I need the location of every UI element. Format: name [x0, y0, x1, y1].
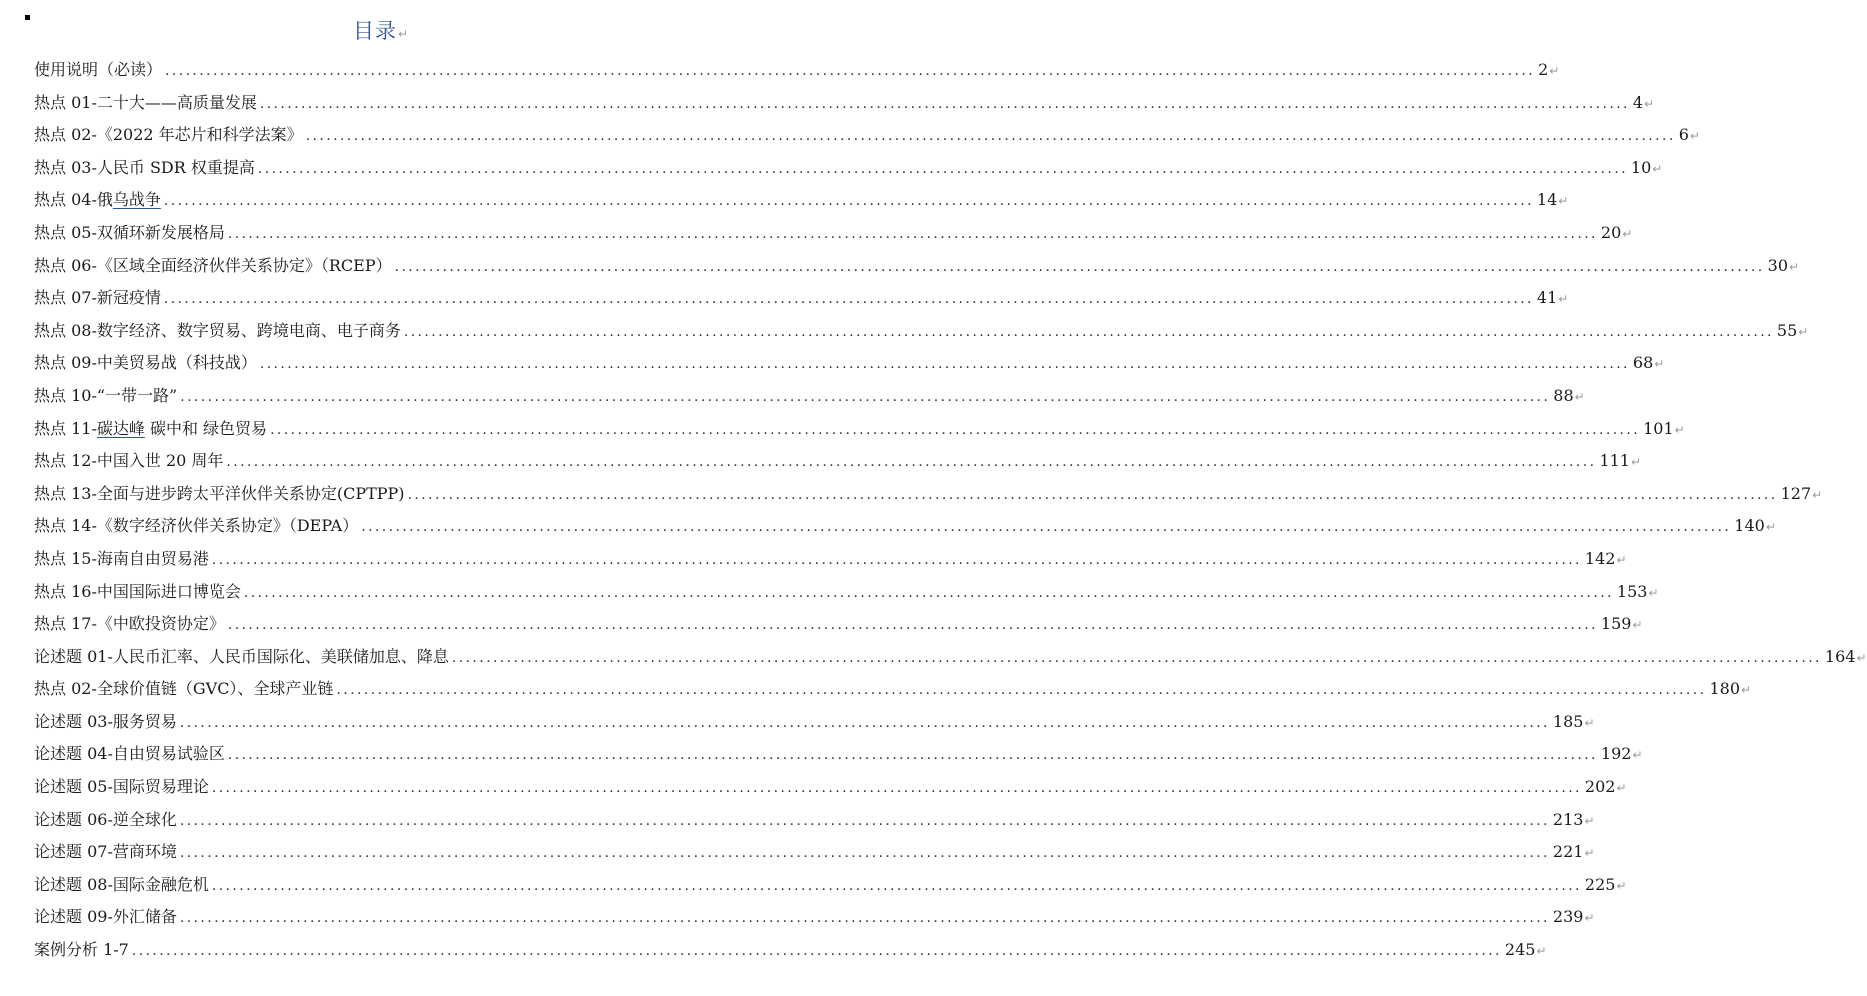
toc-entry-label: 论述题 04-自由贸易试验区 [34, 744, 225, 764]
dot-leader: ........................................................................................................................................................................................................ [211, 877, 1582, 894]
paragraph-mark-icon: ↵ [1558, 292, 1569, 307]
toc-page-number: 153 [1616, 581, 1648, 601]
toc-page-number: 127 [1780, 483, 1812, 503]
toc-page-number: 30 [1767, 255, 1788, 275]
dot-leader: ........................................................................................................................................................................................................ [165, 63, 1536, 79]
dot-leader: ........................................................................................................................................................................................................ [163, 193, 1534, 210]
toc-page-number: 20 [1600, 222, 1622, 242]
toc-entry[interactable] [34, 934, 1547, 967]
toc-entry[interactable] [34, 510, 1776, 543]
paragraph-mark-icon: ↵ [1856, 650, 1867, 665]
toc-entry-label: 热点 13-全面与进步跨太平洋伙伴关系协定(CPTPP) [34, 483, 405, 503]
dot-leader: ........................................................................................................................................................................................................ [394, 258, 1765, 275]
toc-entry[interactable] [34, 217, 1633, 250]
toc-entry[interactable] [34, 87, 1655, 120]
toc-entry[interactable] [34, 315, 1809, 348]
dot-leader: ........................................................................................................................................................................................................ [179, 812, 1550, 829]
toc-entry-label: 论述题 07-营商环境 [34, 842, 177, 862]
toc-entry-label: 热点 12-中国入世 20 周年 [34, 451, 224, 471]
toc-entry[interactable] [34, 641, 1867, 674]
toc-entry-label: 热点 10-“一带一路” [34, 385, 178, 405]
dot-leader: ........................................................................................................................................................................................................ [227, 747, 1598, 764]
toc-page-number: 180 [1709, 679, 1741, 699]
toc-page-number: 88 [1553, 385, 1574, 405]
dot-leader: ........................................................................................................................................................................................................ [259, 95, 1630, 112]
paragraph-mark-icon: ↵ [1812, 487, 1823, 502]
toc-entry[interactable] [34, 608, 1643, 641]
dot-leader: ........................................................................................................................................................................................................ [257, 160, 1628, 177]
toc-entry-label: 热点 08-数字经济、数字贸易、跨境电商、电子商务 [34, 320, 401, 340]
toc-entry-label: 论述题 01-人民币汇率、人民币国际化、美联储加息、降息 [34, 646, 449, 666]
dot-leader: ........................................................................................................................................................................................................ [243, 584, 1614, 601]
dot-leader: ........................................................................................................................................................................................................ [163, 291, 1534, 308]
paragraph-mark-icon: ↵ [1798, 324, 1809, 339]
toc-page-number: 41 [1536, 288, 1558, 308]
toc-entry[interactable] [34, 413, 1685, 446]
toc-page-number: 192 [1600, 744, 1632, 764]
toc-page-number: 6 [1678, 125, 1689, 145]
dot-leader: ........................................................................................................................................................................................................ [179, 910, 1550, 927]
toc-title [0, 16, 762, 49]
toc-page-number: 245 [1504, 940, 1536, 960]
dot-leader: ........................................................................................................................................................................................................ [403, 323, 1774, 340]
toc-entry[interactable] [34, 738, 1643, 771]
toc-page-number: 2 [1538, 60, 1549, 79]
toc-entry-label: 论述题 06-逆全球化 [34, 809, 177, 829]
dot-leader: ........................................................................................................................................................................................................ [407, 486, 1778, 503]
toc-entry[interactable] [34, 152, 1663, 185]
dot-leader: ........................................................................................................................................................................................................ [180, 388, 1551, 405]
paragraph-mark-icon: ↵ [1632, 618, 1643, 633]
toc-entry[interactable] [34, 869, 1627, 902]
toc-entry[interactable] [34, 380, 1585, 413]
toc-entry[interactable] [34, 576, 1659, 609]
paragraph-mark-icon: ↵ [1648, 585, 1659, 600]
toc-entry-label: 热点 06-《区域全面经济伙伴关系协定》（RCEP） [34, 255, 392, 275]
toc-entry[interactable] [34, 282, 1569, 315]
toc-entry[interactable] [34, 54, 1560, 87]
toc-entry-label: 热点 01-二十大——高质量发展 [34, 92, 257, 112]
toc-entry[interactable] [34, 478, 1823, 511]
toc-entry-label: 论述题 03-服务贸易 [34, 711, 177, 731]
dot-leader: ........................................................................................................................................................................................................ [270, 421, 1641, 438]
table-of-contents [34, 54, 1867, 967]
toc-entry[interactable] [34, 445, 1642, 478]
toc-page-number: 4 [1632, 92, 1644, 112]
toc-entry[interactable] [34, 706, 1595, 739]
paragraph-mark-icon: ↵ [1616, 878, 1627, 893]
toc-page-number: 213 [1552, 809, 1584, 829]
paragraph-mark-icon: ↵ [1630, 455, 1642, 470]
dot-leader: ........................................................................................................................................................................................................ [211, 780, 1582, 797]
toc-page-number: 164 [1824, 646, 1856, 666]
toc-page-number: 159 [1600, 614, 1632, 634]
toc-page-number: 10 [1630, 157, 1652, 177]
paragraph-mark-icon: ↵ [1584, 813, 1595, 828]
toc-entry-label: 案例分析 1-7 [34, 940, 129, 960]
toc-page-number: 225 [1584, 874, 1616, 894]
toc-entry[interactable] [34, 901, 1595, 934]
toc-entry-label: 论述题 09-外汇储备 [34, 907, 177, 927]
paragraph-mark-icon: ↵ [1584, 715, 1595, 730]
paragraph-mark-icon: ↵ [1558, 194, 1569, 209]
paragraph-mark-icon: ↵ [1616, 781, 1627, 796]
toc-entry-label: 热点 05-双循环新发展格局 [34, 222, 225, 242]
paragraph-mark-icon: ↵ [1654, 357, 1665, 372]
paragraph-mark-icon: ↵ [1644, 96, 1655, 111]
proofing-underline: 乌战争 [112, 190, 161, 210]
toc-entry-label: 热点 09-中美贸易战（科技战） [34, 353, 257, 373]
toc-entry-label: 热点 02-《2022 年芯片和科学法案》 [34, 125, 303, 145]
toc-entry[interactable] [34, 836, 1595, 869]
toc-entry[interactable] [34, 804, 1595, 837]
toc-entry-label: 热点 11-碳达峰 碳中和 绿色贸易 [34, 418, 268, 438]
toc-page-number: 111 [1599, 451, 1630, 471]
toc-entry-label: 热点 16-中国国际进口博览会 [34, 581, 241, 601]
toc-entry-label: 热点 03-人民币 SDR 权重提高 [34, 157, 255, 177]
toc-page-number: 140 [1734, 516, 1765, 536]
dot-leader: ........................................................................................................................................................................................................ [131, 943, 1502, 960]
dot-leader: ........................................................................................................................................................................................................ [179, 714, 1550, 731]
toc-entry-label: 热点 14-《数字经济伙伴关系协定》（DEPA） [34, 516, 359, 536]
toc-entry-label: 热点 17-《中欧投资协定》 [34, 614, 225, 634]
paragraph-mark-icon: ↵ [1632, 748, 1643, 763]
toc-page-number: 14 [1536, 190, 1558, 210]
toc-entry-label: 热点 02-全球价值链（GVC）、全球产业链 [34, 679, 334, 699]
toc-entry-label: 热点 15-海南自由贸易港 [34, 548, 209, 568]
toc-entry-label: 论述题 08-国际金融危机 [34, 874, 209, 894]
proofing-underline: 碳达峰 [96, 418, 145, 438]
dot-leader: ........................................................................................................................................................................................................ [451, 649, 1822, 666]
toc-page-number: 202 [1584, 777, 1616, 797]
toc-entry[interactable] [34, 250, 1800, 283]
paragraph-mark-icon: ↵ [1536, 944, 1547, 959]
toc-page-number: 55 [1776, 320, 1798, 340]
paragraph-mark-icon: ↵ [1789, 259, 1800, 274]
toc-title-text: 目录 [352, 19, 397, 43]
toc-entry[interactable] [34, 771, 1627, 804]
dot-leader: ........................................................................................................................................................................................................ [227, 225, 1598, 242]
toc-entry-label: 使用说明（必读） [34, 60, 163, 79]
dot-leader: ........................................................................................................................................................................................................ [226, 454, 1597, 471]
toc-entry[interactable] [34, 119, 1700, 152]
dot-leader: ........................................................................................................................................................................................................ [179, 845, 1550, 862]
dot-leader: ........................................................................................................................................................................................................ [361, 519, 1732, 536]
paragraph-mark-icon: ↵ [1689, 129, 1700, 144]
toc-page-number: 142 [1584, 548, 1616, 568]
dot-leader: ........................................................................................................................................................................................................ [227, 617, 1598, 634]
paragraph-mark-icon: ↵ [1741, 683, 1752, 698]
dot-leader: ........................................................................................................................................................................................................ [259, 356, 1630, 373]
toc-entry-label: 热点 07-新冠疫情 [34, 288, 161, 308]
paragraph-mark-icon: ↵ [1616, 552, 1627, 567]
toc-entry-label: 热点 04-俄乌战争 [34, 190, 161, 210]
paragraph-mark-icon: ↵ [1584, 911, 1595, 926]
paragraph-mark-icon: ↵ [1584, 846, 1595, 861]
paragraph-mark-icon: ↵ [1674, 422, 1685, 437]
paragraph-mark-icon: ↵ [1574, 389, 1585, 404]
paragraph-mark-icon: ↵ [1622, 226, 1633, 241]
toc-entry[interactable] [34, 543, 1627, 576]
toc-entry[interactable] [34, 347, 1665, 380]
toc-page-number: 68 [1632, 353, 1654, 373]
paragraph-mark-icon: ↵ [397, 27, 410, 41]
toc-entry-label: 论述题 05-国际贸易理论 [34, 777, 209, 797]
dot-leader: ........................................................................................................................................................................................................ [305, 128, 1676, 145]
paragraph-mark-icon: ↵ [1652, 161, 1663, 176]
toc-entry[interactable] [34, 673, 1752, 706]
toc-page-number: 185 [1552, 711, 1584, 731]
toc-page-number: 101 [1643, 418, 1674, 438]
dot-leader: ........................................................................................................................................................................................................ [211, 551, 1582, 568]
paragraph-mark-icon: ↵ [1549, 64, 1560, 78]
toc-entry[interactable] [34, 184, 1569, 217]
toc-page-number: 239 [1552, 907, 1584, 927]
paragraph-mark-icon: ↵ [1765, 520, 1776, 535]
toc-page-number: 221 [1552, 842, 1584, 862]
dot-leader: ........................................................................................................................................................................................................ [336, 682, 1707, 699]
